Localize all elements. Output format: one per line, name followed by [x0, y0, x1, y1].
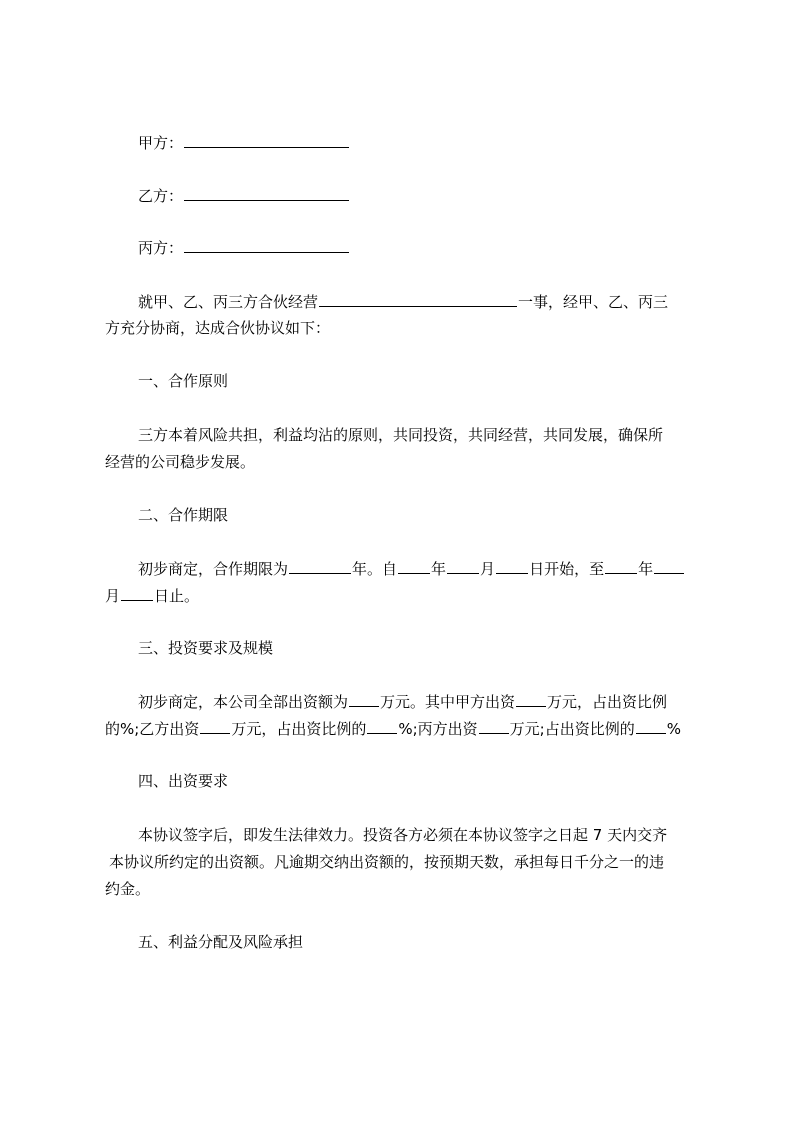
section-4-line-2: 本协议所约定的出资额。凡逾期交纳出资额的，按预期天数，承担每日千分之一的违: [109, 853, 665, 871]
intro-text-a: 就甲、乙、丙三方合伙经营: [138, 293, 319, 311]
intro-text-b: 一事，经甲、乙、丙三: [518, 293, 669, 311]
party-a-blank[interactable]: [184, 133, 349, 148]
start-to-text: 日开始，至: [529, 560, 605, 578]
party-c-invest-blank[interactable]: [479, 719, 509, 734]
section-3-line-2: [105, 719, 700, 738]
capital-text: 初步商定，本公司全部出资额为: [138, 693, 349, 711]
month-text-2: 月: [105, 587, 121, 605]
start-month-blank[interactable]: [447, 559, 479, 574]
party-c-invest-text: %;丙方出资: [398, 720, 478, 738]
section-3-heading: 三、投资要求及规模: [138, 639, 274, 657]
party-c-label: 丙方：: [138, 239, 184, 257]
month-text: 月: [480, 560, 496, 578]
year-text-2: 年: [638, 560, 654, 578]
section-1-line-1: 三方本着风险共担，利益均沾的原则，共同投资，共同经营，共同发展，确保所: [138, 426, 664, 444]
section-2-line-2: [105, 586, 700, 605]
section-5-heading: 五、利益分配及风险承担: [138, 933, 304, 951]
intro-line-1: [138, 292, 733, 311]
intro-line-2: 方充分协商，达成合伙协议如下：: [105, 319, 331, 337]
party-a-label: 甲方：: [138, 134, 184, 152]
section-4-line-1: 本协议签字后，即发生法律效力。投资各方必须在本协议签字之日起 7 天内交齐: [138, 826, 668, 844]
year-text: 年: [431, 560, 447, 578]
section-4-line-3: 约金。: [105, 880, 151, 898]
section-1-line-2: 经营的公司稳步发展。: [105, 453, 256, 471]
party-b-invest-text: 的%;乙方出资: [105, 720, 200, 738]
end-year-blank[interactable]: [605, 559, 637, 574]
party-a-line: [138, 133, 733, 152]
total-capital-blank[interactable]: [349, 692, 379, 707]
section-2-heading: 二、合作期限: [138, 506, 229, 524]
percent-text: %: [666, 720, 681, 738]
party-a-invest-text: 万元。其中甲方出资: [380, 693, 516, 711]
end-month-blank-a[interactable]: [654, 559, 684, 574]
party-c-ratio-blank[interactable]: [636, 719, 666, 734]
start-year-blank[interactable]: [398, 559, 430, 574]
party-b-ratio-blank[interactable]: [367, 719, 397, 734]
section-4-heading: 四、出资要求: [138, 772, 229, 790]
ratio-text-c: 万元;占出资比例的: [509, 720, 635, 738]
term-years-blank[interactable]: [289, 559, 351, 574]
section-1-heading: 一、合作原则: [138, 372, 229, 390]
from-text: 年。自: [352, 560, 398, 578]
section-3-line-1: [138, 692, 733, 711]
party-c-blank[interactable]: [184, 238, 349, 253]
party-c-line: [138, 238, 733, 257]
ratio-text: 万元，占出资比例: [547, 693, 668, 711]
party-b-blank[interactable]: [184, 186, 349, 201]
party-a-invest-blank[interactable]: [516, 692, 546, 707]
party-b-label: 乙方：: [138, 187, 184, 205]
section-2-line-1: [138, 559, 733, 578]
business-blank[interactable]: [319, 292, 517, 307]
party-b-invest-blank[interactable]: [200, 719, 230, 734]
party-b-line: [138, 186, 733, 205]
end-day-blank[interactable]: [121, 586, 153, 601]
term-text: 初步商定，合作期限为: [138, 560, 289, 578]
end-text: 日止。: [154, 587, 200, 605]
start-day-blank[interactable]: [496, 559, 528, 574]
ratio-text-b: 万元，占出资比例的: [231, 720, 367, 738]
